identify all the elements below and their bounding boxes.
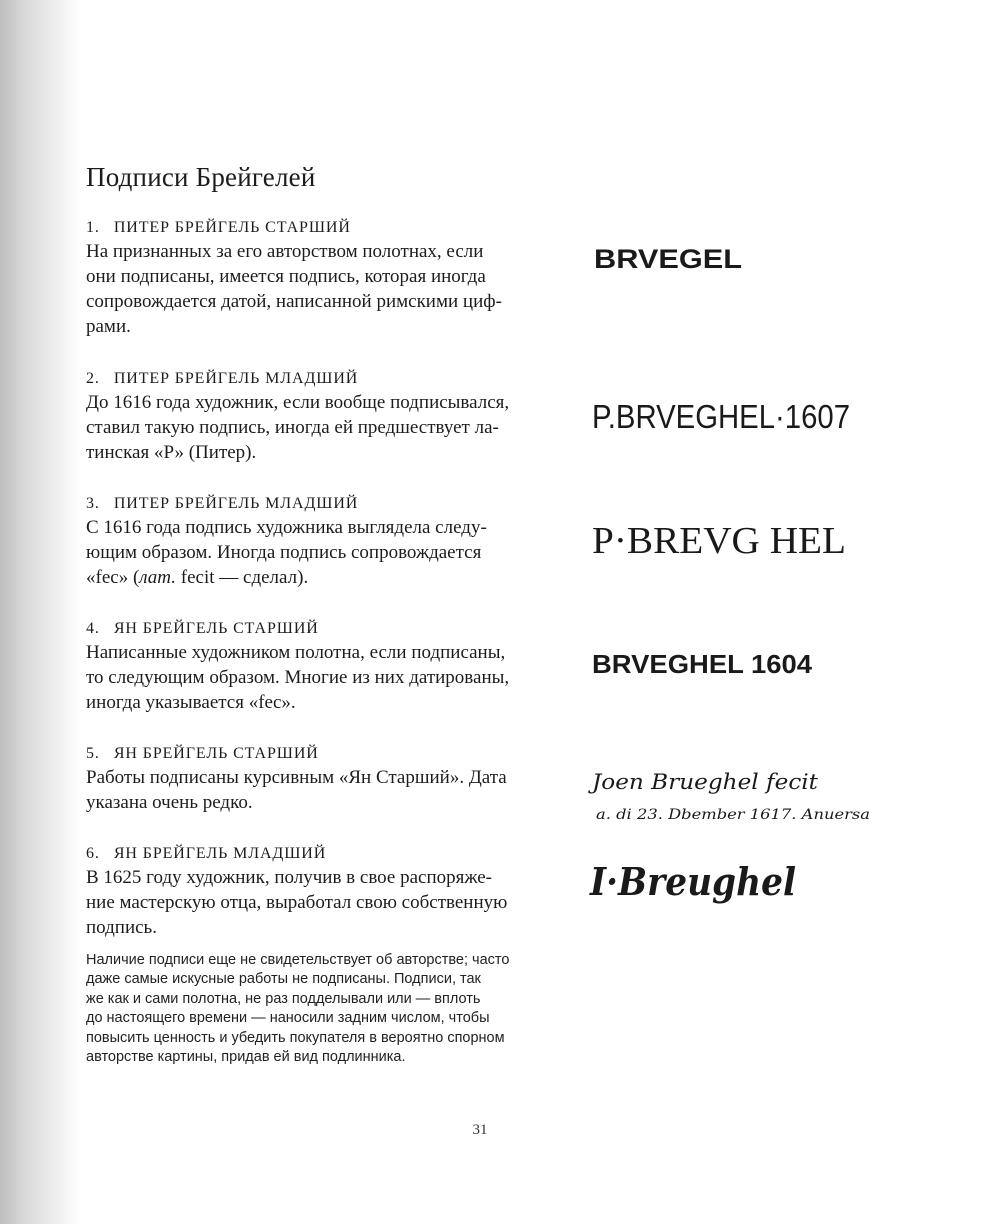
text-line: На признанных за его авторством полотнах, если	[86, 241, 484, 262]
signature-lettering: Joen Brueghel fecit	[587, 770, 819, 794]
text-line: иногда указывается «fec».	[86, 692, 296, 713]
entry-2	[86, 368, 554, 465]
signature-image	[587, 765, 880, 827]
entry-number: 3.	[86, 495, 100, 512]
text-line: До 1616 года художник, если вообще подписывался,	[86, 392, 510, 413]
entry-number: 2.	[86, 370, 100, 387]
text-line: тинская «Р» (Питер).	[86, 442, 257, 463]
text-line: ставил такую подпись, иногда ей предшествует ла-	[86, 417, 499, 438]
signature-image	[588, 853, 808, 917]
text-line: С 1616 года подпись художника выглядела следу-	[86, 517, 487, 538]
entry-heading	[86, 618, 554, 640]
signature-jan-elder-cursive	[587, 765, 880, 827]
signature-pieter-younger-early	[590, 392, 860, 440]
page-number: 31	[472, 1122, 488, 1138]
note-line: до настоящего времени — наносили задним числом, чтобы	[86, 1010, 490, 1027]
entry-title: ПИТЕР БРЕЙГЕЛЬ СТАРШИЙ	[113, 219, 351, 236]
text-fragment: «fec» (	[86, 567, 140, 588]
entry-heading	[86, 217, 554, 239]
entry-heading	[86, 743, 554, 765]
entry-number: 4.	[86, 620, 100, 637]
entry-6	[86, 843, 554, 940]
entry-title: ЯН БРЕЙГЕЛЬ СТАРШИЙ	[113, 745, 319, 762]
text-line: сопровождается датой, написанной римскими циф-	[86, 291, 502, 312]
text-line	[86, 565, 554, 590]
entry-text	[86, 640, 554, 715]
signature-lettering: P.BRVEGHEL·1607	[592, 398, 850, 435]
signature-image	[590, 643, 820, 683]
entry-title: ПИТЕР БРЕЙГЕЛЬ МЛАДШИЙ	[113, 370, 359, 387]
entry-text	[86, 865, 554, 940]
note-line: даже самые искусные работы не подписаны. Подписи, так	[86, 971, 481, 988]
note-line: повысить ценность и убедить покупателя в вероятно спорном	[86, 1029, 505, 1046]
signature-bruegel-elder	[592, 238, 752, 278]
entry-1	[86, 217, 554, 339]
entry-title: ЯН БРЕЙГЕЛЬ МЛАДШИЙ	[113, 845, 327, 862]
entry-3	[86, 493, 554, 590]
note-line: Наличие подписи еще не свидетельствует об авторстве; часто	[86, 952, 510, 968]
page-title: Подписи Брейгелей	[86, 162, 316, 192]
entry-text	[86, 239, 554, 339]
text-fragment: fecit — сделал).	[176, 567, 309, 588]
text-line: рами.	[86, 316, 131, 337]
signature-lettering: a. di 23. Dbember 1617. Anuersa	[596, 807, 870, 823]
signature-jan-elder-print	[590, 643, 820, 683]
signature-lettering: BRVEGEL	[594, 244, 742, 274]
signature-lettering: I·Breughel	[589, 859, 796, 904]
signature-pieter-younger-late	[590, 515, 860, 565]
entry-text	[86, 765, 554, 815]
entry-heading	[86, 843, 554, 865]
text-line: указана очень редко.	[86, 792, 253, 813]
entry-title: ЯН БРЕЙГЕЛЬ СТАРШИЙ	[113, 620, 319, 637]
signature-image	[592, 238, 752, 278]
entry-heading	[86, 368, 554, 390]
text-line: Написанные художником полотна, если подписаны,	[86, 642, 506, 663]
signature-jan-younger	[588, 853, 808, 917]
entry-text	[86, 515, 554, 590]
note-paragraph	[86, 951, 556, 1067]
entry-number: 1.	[86, 219, 100, 236]
text-line: ние мастерскую отца, выработал свою собственную	[86, 892, 508, 913]
entry-5	[86, 743, 554, 815]
signature-image	[590, 515, 860, 565]
entry-number: 6.	[86, 845, 100, 862]
entry-heading	[86, 493, 554, 515]
text-line: ющим образом. Иногда подпись сопровождается	[86, 542, 482, 563]
text-line: В 1625 году художник, получив в свое распоряже-	[86, 867, 492, 888]
note-line: же как и сами полотна, не раз подделывали или — вплоть	[86, 990, 481, 1007]
text-line: подпись.	[86, 917, 157, 938]
note-line: авторстве картины, придав ей вид подлинника.	[86, 1049, 406, 1066]
text-line: они подписаны, имеется подпись, которая иногда	[86, 266, 486, 287]
signature-lettering: P·BREVG HEL	[592, 520, 846, 562]
entry-title: ПИТЕР БРЕЙГЕЛЬ МЛАДШИЙ	[113, 495, 359, 512]
entry-number: 5.	[86, 745, 100, 762]
text-line: Работы подписаны курсивным «Ян Старший». Дата	[86, 767, 507, 788]
entry-4	[86, 618, 554, 715]
signature-image	[590, 392, 860, 440]
italic-fragment: лат.	[139, 567, 177, 588]
text-line: то следующим образом. Многие из них датированы,	[86, 667, 510, 688]
entry-text	[86, 390, 554, 465]
signature-lettering: BRVEGHEL 1604	[592, 649, 813, 679]
